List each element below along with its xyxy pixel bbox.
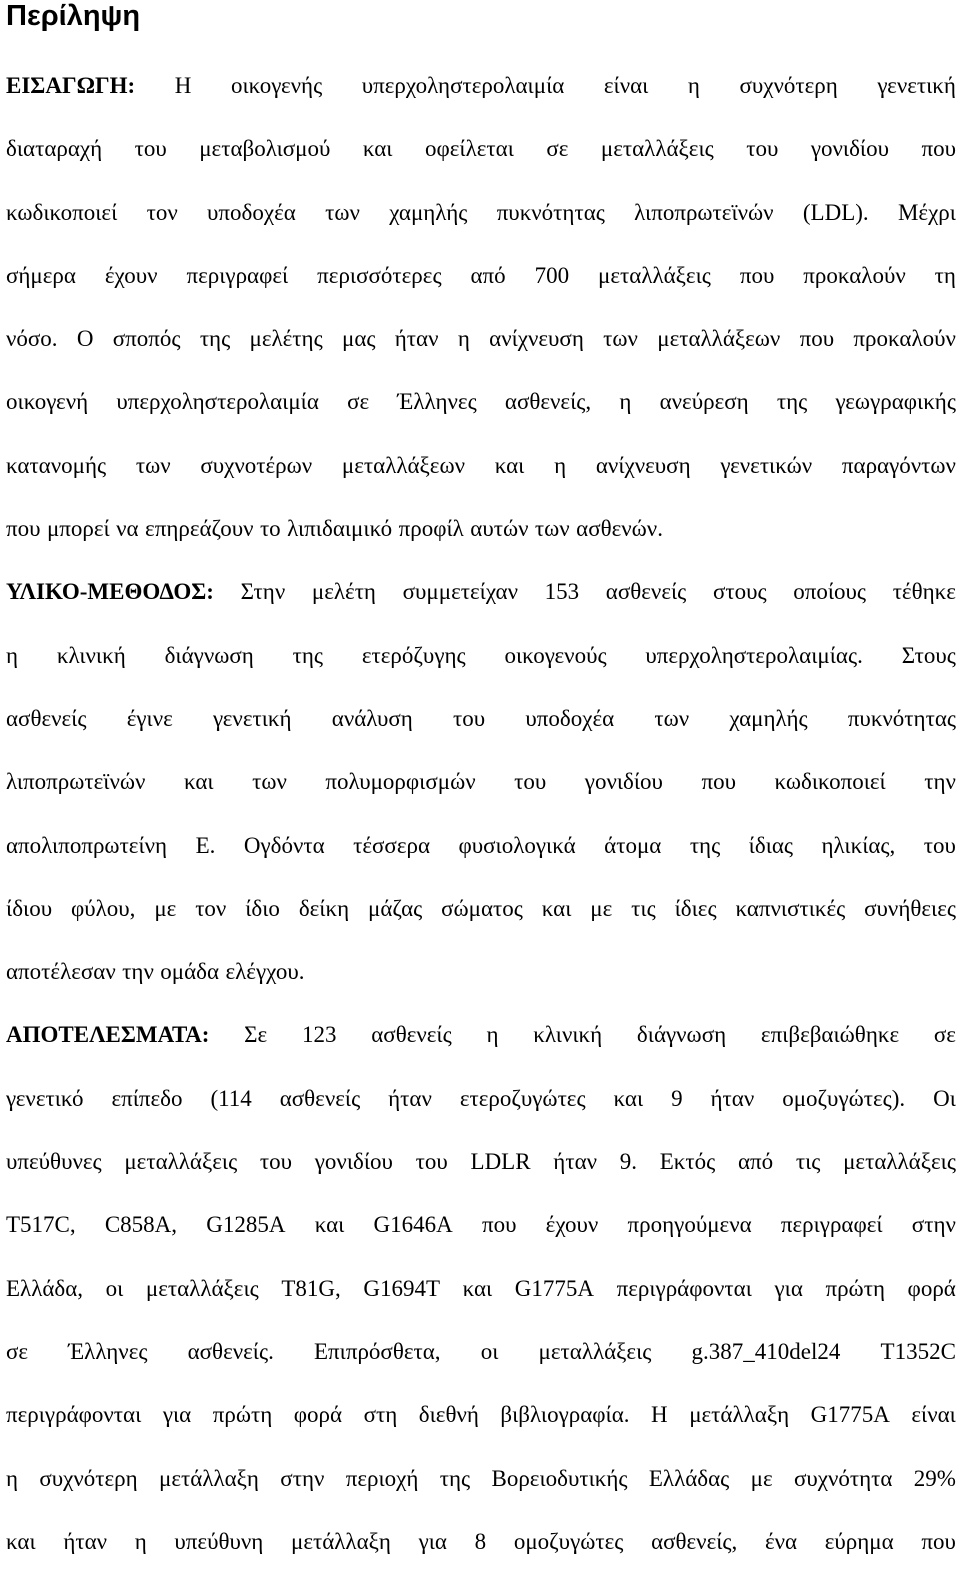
word: στους [712, 579, 767, 605]
word: υπερχοληστερολαιμία [116, 389, 319, 415]
word: που [921, 1528, 956, 1554]
word: επιβεβαιώθηκε [760, 1022, 900, 1048]
word: περιγραφεί [780, 1212, 883, 1238]
word: μεταλλάξεις [538, 1338, 652, 1364]
word: ασθενών. [576, 516, 663, 542]
word: ασθενείς [371, 1022, 452, 1048]
word: της [292, 642, 324, 668]
word: γενετική [877, 73, 956, 98]
word: T1352C [880, 1338, 956, 1364]
word: και [362, 136, 393, 162]
word: ασθενείς. [187, 1338, 274, 1364]
text-line [6, 1003, 956, 1066]
word: προηγούμενα [627, 1212, 752, 1238]
word: τον [146, 199, 178, 225]
word: του [923, 832, 956, 858]
word: ηλικίας, [821, 832, 896, 858]
word: μετάλλαξη [290, 1528, 391, 1554]
word: Έλληνες [68, 1338, 148, 1364]
word: 29% [913, 1465, 956, 1491]
word: ασθενείς, [504, 389, 592, 415]
word: συχνότερη [739, 73, 838, 98]
word: Στην [240, 579, 286, 605]
word: διαταραχή [6, 136, 103, 162]
word: οι [105, 1275, 124, 1301]
text-line [6, 1447, 956, 1510]
word: που [6, 516, 41, 542]
word: υπεύθυνες [6, 1149, 102, 1175]
word: από [737, 1149, 774, 1175]
word: με [750, 1465, 773, 1491]
word: Βορειοδυτικής [491, 1465, 628, 1491]
text-line [6, 434, 956, 497]
word: περιγράφονται [6, 1402, 142, 1428]
word: ένα [764, 1528, 798, 1554]
word: σε [933, 1022, 956, 1048]
word: αποτέλεσαν [6, 959, 116, 985]
word: προκαλούν [853, 326, 956, 352]
word: κλινική [56, 642, 126, 668]
word: Οι [933, 1085, 956, 1111]
word: έχουν [104, 262, 158, 288]
word: το [259, 516, 281, 542]
word: του [453, 705, 486, 731]
word: πυκνότητας [847, 705, 956, 731]
text-line [6, 1510, 956, 1573]
word: περιγραφεί [186, 262, 289, 288]
word: των [135, 452, 171, 478]
word: T81G, [281, 1275, 341, 1301]
word: η [6, 642, 19, 668]
word: γενετικών [720, 452, 813, 478]
text-line [6, 624, 956, 687]
word: πρώτη [825, 1275, 885, 1301]
word: πολυμορφισμών [325, 769, 476, 795]
word: μελέτης [249, 326, 323, 352]
word: οικογενούς [504, 642, 607, 668]
word: η [687, 73, 700, 98]
word: ανάλυση [331, 705, 413, 731]
text-line [6, 1067, 956, 1130]
word: η [619, 389, 632, 415]
word: την [924, 769, 956, 795]
word: των [654, 705, 690, 731]
word: οικογενή [6, 389, 89, 415]
word: απολιποπρωτείνη [6, 832, 168, 858]
word: 700 [534, 262, 570, 288]
word: αυτών [470, 516, 529, 542]
word: Στους [901, 642, 956, 668]
word: του [415, 1149, 448, 1175]
word: μεταλλάξεις [598, 262, 711, 288]
text-line [6, 1320, 956, 1383]
word: και [613, 1085, 644, 1111]
word: την [122, 959, 154, 985]
word: που [799, 326, 835, 352]
word: Η [651, 1402, 668, 1428]
word: περισσότερες [317, 262, 442, 288]
word: Σε [244, 1022, 268, 1048]
word: μάζας [368, 895, 423, 921]
word: G1285A [206, 1212, 286, 1238]
word: τις [795, 1149, 821, 1175]
word: τις [631, 895, 656, 921]
word: στη [363, 1402, 398, 1428]
word: για [418, 1528, 447, 1554]
word: η [134, 1528, 147, 1554]
word: για [774, 1275, 803, 1301]
text-line [6, 54, 956, 117]
word: χαμηλής [729, 705, 808, 731]
word: και [314, 1212, 345, 1238]
word: φορά [293, 1402, 343, 1428]
text-line [6, 687, 956, 750]
word: συνήθειες [864, 895, 956, 921]
word: οποίους [793, 579, 867, 605]
text-line [6, 750, 956, 813]
text-line [6, 244, 956, 307]
word: ελέγχου. [225, 959, 305, 985]
text-line [6, 877, 956, 940]
word: και [183, 769, 214, 795]
word: που [739, 262, 775, 288]
word: ασθενείς [279, 1085, 361, 1111]
text-line [6, 497, 956, 560]
word: 153 [544, 579, 580, 605]
word: Η [174, 73, 192, 98]
word: πρώτη [212, 1402, 273, 1428]
word: (114 [210, 1085, 252, 1111]
word: διάγνωση [636, 1022, 727, 1048]
word: μπορεί [46, 516, 110, 542]
word: G1646A [373, 1212, 453, 1238]
word: συμμετείχαν [402, 579, 518, 605]
word: κωδικοποιεί [6, 199, 118, 225]
word: ίδιας [748, 832, 794, 858]
word: ετεροζυγώτες [459, 1085, 586, 1111]
word: τη [934, 262, 956, 288]
word: έχουν [545, 1212, 599, 1238]
word: οι [480, 1338, 499, 1364]
word: μεταλλάξεων [657, 326, 781, 352]
word: στην [280, 1465, 325, 1491]
word: ασθενείς [6, 705, 87, 731]
word: οικογενής [230, 73, 323, 98]
word: η [486, 1022, 499, 1048]
word: έγινε [126, 705, 173, 731]
word: γενετικό [6, 1085, 84, 1111]
word: με [154, 895, 177, 921]
word: των [252, 769, 287, 795]
word: Ογδόντα [243, 832, 325, 858]
word: μεταλλάξεις [145, 1275, 259, 1301]
page-title: Περίληψη [6, 0, 141, 32]
word: ήταν [710, 1085, 755, 1111]
word: άτομα [604, 832, 662, 858]
word: ίδιο [245, 895, 280, 921]
word: ομοζυγώτες). [782, 1085, 906, 1111]
word: γονιδίου [584, 769, 663, 795]
word: ανεύρεση [659, 389, 749, 415]
word: πυκνότητας [496, 199, 605, 225]
word: τέθηκε [892, 579, 956, 605]
word: στην [911, 1212, 956, 1238]
word: διεθνή [418, 1402, 479, 1428]
word: Ελλάδα, [6, 1275, 84, 1301]
word: μεταλλάξεων [341, 452, 465, 478]
word: μετάλλαξη [159, 1465, 259, 1491]
word: φυσιολογικά [458, 832, 576, 858]
word: σποπός [112, 326, 181, 352]
word: για [162, 1402, 192, 1428]
word: τέσσερα [353, 832, 431, 858]
word: που [481, 1212, 517, 1238]
word: δείκη [298, 895, 350, 921]
word: Ελλάδας [648, 1465, 730, 1491]
text-line [6, 1257, 956, 1320]
word: υπερχοληστερολαιμίας. [645, 642, 863, 668]
word: της [199, 326, 231, 352]
word: σήμερα [6, 262, 76, 288]
word: ίδιου [6, 895, 53, 921]
word: 123 [301, 1022, 337, 1048]
word: ανίχνευση [595, 452, 691, 478]
word: ήταν [388, 1085, 432, 1111]
word: μας [341, 326, 376, 352]
word: ομοζυγώτες [513, 1528, 624, 1554]
word: η [457, 326, 470, 352]
text-line [6, 1130, 956, 1193]
word: κωδικοποιεί [774, 769, 886, 795]
word: και [541, 895, 572, 921]
word: μεταλλάξεις [843, 1149, 956, 1175]
word: φύλου, [70, 895, 136, 921]
word: να [116, 516, 139, 542]
word: της [439, 1465, 471, 1491]
word: της [689, 832, 721, 858]
word: ομάδα [160, 959, 220, 985]
word: η [6, 1465, 19, 1491]
word: του [746, 136, 779, 162]
section-heading: ΥΛΙΚΟ-ΜΕΘΟΔΟΣ: [6, 579, 214, 605]
section-heading: ΕΙΣΑΓΩΓΗ: [6, 73, 136, 98]
word: περιοχή [345, 1465, 419, 1491]
word: ήταν [394, 326, 439, 352]
word: ασθενείς, [651, 1528, 738, 1554]
word: G1694T [363, 1275, 440, 1301]
word: ανίχνευση [489, 326, 584, 352]
text-line [6, 1383, 956, 1446]
word: κατανομής [6, 452, 107, 478]
word: LDLR [470, 1149, 531, 1175]
word: Ο [76, 326, 94, 352]
word: είναι [603, 73, 649, 98]
word: 9. [619, 1149, 637, 1175]
word: (LDL). [802, 199, 869, 225]
word: των [603, 326, 638, 352]
abstract-page [6, 0, 956, 1573]
word: οφείλεται [424, 136, 514, 162]
word: σώματος [441, 895, 523, 921]
word: g.387_410del24 [691, 1338, 841, 1364]
word: διάγνωση [164, 642, 254, 668]
word: γονιδίου [314, 1149, 393, 1175]
word: μελέτη [311, 579, 376, 605]
text-line [6, 1193, 956, 1256]
word: 9 [671, 1085, 683, 1111]
word: είναι [911, 1402, 956, 1428]
word: συχνότητα [793, 1465, 893, 1491]
word: μεταλλάξεις [124, 1149, 238, 1175]
word: βιβλιογραφία. [500, 1402, 630, 1428]
word: G1775A [810, 1402, 890, 1428]
word: γονιδίου [810, 136, 889, 162]
word: υποδοχέα [207, 199, 296, 225]
text-line [6, 307, 956, 370]
word: Ε. [195, 832, 216, 858]
word: καπνιστικές [735, 895, 846, 921]
word: Έλληνες [397, 389, 477, 415]
word: εύρημα [824, 1528, 894, 1554]
word: από [470, 262, 506, 288]
word: Επιπρόσθετα, [313, 1338, 441, 1364]
word: ασθενείς [605, 579, 687, 605]
word: φορά [907, 1275, 956, 1301]
word: G1775A [514, 1275, 595, 1301]
word: T517C, [6, 1212, 76, 1238]
word: υπερχοληστερολαιμία [361, 73, 565, 98]
word: και [6, 1528, 36, 1554]
word: και [462, 1275, 493, 1301]
section-heading: ΑΠΟΤΕΛΕΣΜΑΤΑ: [6, 1022, 210, 1048]
word: ίδιες [674, 895, 717, 921]
word: ήταν [553, 1149, 598, 1175]
text-line [6, 560, 956, 623]
word: κλινική [533, 1022, 603, 1048]
word: περιγράφονται [616, 1275, 752, 1301]
word: του [514, 769, 547, 795]
word: και [494, 452, 525, 478]
word: C858A, [104, 1212, 178, 1238]
word: Εκτός [659, 1149, 716, 1175]
text-line [6, 814, 956, 877]
word: λιποπρωτεϊνών [634, 199, 774, 225]
text-line [6, 940, 956, 1003]
word: του [134, 136, 167, 162]
word: των [534, 516, 570, 542]
text-line [6, 117, 956, 180]
word: παραγόντων [841, 452, 956, 478]
word: με [590, 895, 613, 921]
word: συχνοτέρων [200, 452, 313, 478]
word: λιπιδαιμικό [287, 516, 393, 542]
word: σε [347, 389, 370, 415]
word: γενετική [213, 705, 292, 731]
abstract-body [6, 54, 956, 1573]
word: χαμηλής [389, 199, 468, 225]
word: ετερόζυγης [361, 642, 466, 668]
word: προκαλούν [803, 262, 906, 288]
word: των [325, 199, 360, 225]
text-line [6, 181, 956, 244]
word: του [259, 1149, 293, 1175]
word: γεωγραφικής [835, 389, 956, 415]
word: επηρεάζουν [145, 516, 254, 542]
word: μεταλλάξεις [600, 136, 714, 162]
word: που [701, 769, 736, 795]
word: της [776, 389, 808, 415]
word: τον [195, 895, 227, 921]
word: υπεύθυνη [174, 1528, 264, 1554]
word: ήταν [63, 1528, 108, 1554]
text-line [6, 370, 956, 433]
word: η [554, 452, 567, 478]
word: νόσο. [6, 326, 58, 352]
word: μεταβολισμού [199, 136, 331, 162]
word: υποδοχέα [525, 705, 615, 731]
word: επίπεδο [111, 1085, 183, 1111]
word: μετάλλαξη [689, 1402, 790, 1428]
word: προφίλ [398, 516, 464, 542]
word: σε [546, 136, 569, 162]
word: συχνότερη [39, 1465, 138, 1491]
word: λιποπρωτεϊνών [6, 769, 146, 795]
word: 8 [474, 1528, 487, 1554]
word: σε [6, 1338, 29, 1364]
word: Μέχρι [897, 199, 956, 225]
word: που [921, 136, 956, 162]
